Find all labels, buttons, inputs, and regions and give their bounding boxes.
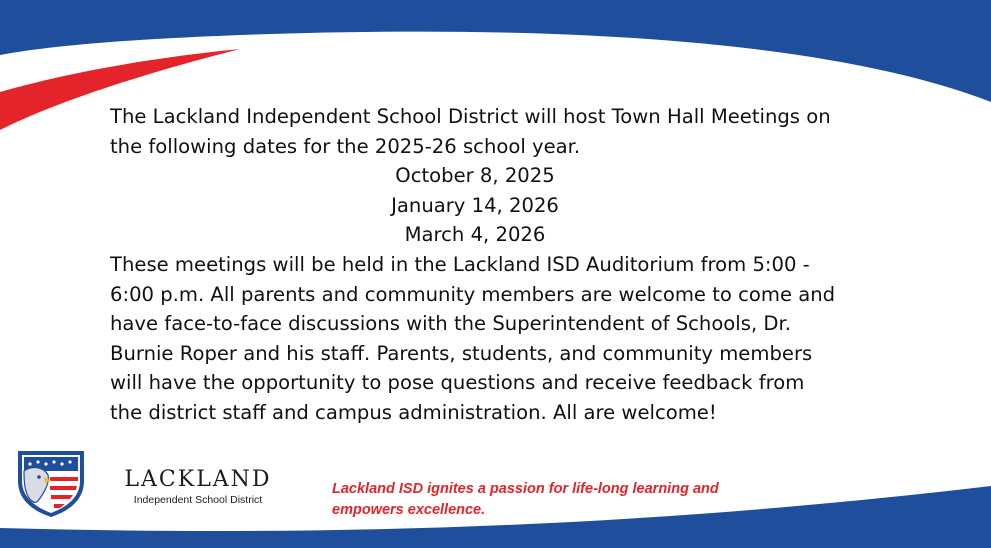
tagline-line: Lackland ISD ignites a passion for life-long learning and [332, 481, 719, 497]
eagle-shield-icon [14, 447, 88, 519]
date-list [110, 161, 840, 250]
tagline [332, 479, 802, 521]
brand-name: LACKLAND [124, 467, 272, 492]
brand-subtitle: Independent School District [133, 494, 263, 506]
top-blue-swoosh [0, 0, 991, 102]
tagline-line: empowers excellence. [332, 502, 486, 518]
district-brand [108, 468, 288, 507]
date-item: March 4, 2026 [404, 223, 546, 247]
announcement-body [110, 102, 840, 428]
date-item: October 8, 2025 [395, 164, 555, 188]
intro-text: The Lackland Independent School District will host Town Hall Meetings on the following dates for the 2025-26 school year. [110, 105, 831, 158]
details-text: These meetings will be held in the Lackland ISD Auditorium from 5:00 - 6:00 p.m. All parents and community members are welcome to come and have face-to-face discussions with the Superintendent of Schools, Dr. Burnie Roper and his staff. Parents, students, and community members will have the opportunity to pose questions and receive feedback from the district staff and campus administration. All are welcome! [110, 252, 836, 424]
date-item: January 14, 2026 [391, 193, 559, 217]
